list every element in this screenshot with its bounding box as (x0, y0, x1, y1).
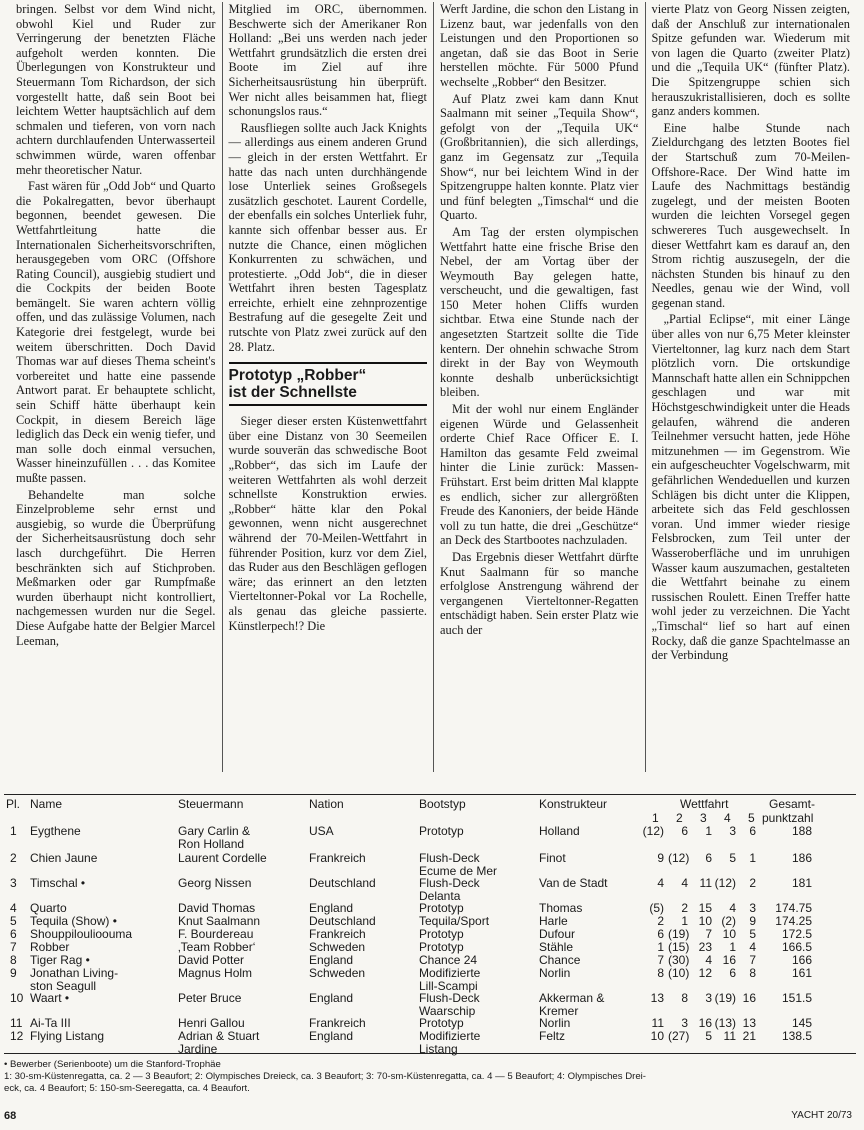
paragraph: bringen. Selbst vor dem Wind nicht, obwohl Kiel und Ruder zur Verringerung der benetzten Fläche aufgeholt werden konnten. Die Überlegungen von Konstrukteur und Steuermann Tom Richardson, der sich vorgestellt hatte, daß sein Boot bei leichtem Wetter hauptsächlich auf dem schmalen und tieferen, von vorn nach achtern durchlaufenden Unterwasserteil schwimmen würde, waren offenbar mehr theoretischer Natur. (16, 2, 216, 177)
column-4 (645, 2, 857, 772)
cell-st: Gary Carlin & Ron Holland (178, 824, 251, 851)
cell-st: ‚Team Robber‘ (178, 940, 256, 954)
cell-pl: 4 (10, 901, 17, 915)
cell-kon: Stähle (539, 940, 574, 954)
cell-w5: 2 (749, 876, 756, 890)
cell-kon: Finot (539, 851, 566, 865)
cell-tot: 138.5 (781, 1029, 812, 1043)
table-row (4, 992, 856, 1017)
cell-tot: 166.5 (781, 940, 812, 954)
header-w5: 5 (748, 811, 755, 825)
cell-w4: (19) (714, 991, 736, 1005)
cell-st: Laurent Cordelle (178, 851, 267, 865)
paragraph: Werft Jardine, die schon den Listang in Lizenz baut, war jedenfalls von den Leistungen und den Proportionen so angetan, daß sie das Boot in Serie herstellen möchte. Für 5000 Pfund wechselte „Robber“ den Besitzer. (440, 2, 639, 89)
cell-pl: 6 (10, 927, 17, 941)
cell-pl: 1 (10, 824, 17, 838)
cell-pl: 9 (10, 966, 17, 980)
cell-w4: (12) (714, 876, 736, 890)
header-w4: 4 (724, 811, 731, 825)
cell-w2: (19) (668, 927, 690, 941)
cell-w2: 3 (681, 1016, 688, 1030)
cell-name: Tequila (Show) • (30, 914, 117, 928)
cell-kon: Chance (539, 953, 581, 967)
paragraph: Fast wären für „Odd Job“ und Quarto die Pokalregatten, bevor überhaupt begonnen, beendet gewesen. Die Wettfahrtleitung hatte die Internationalen Sicherheitsvorschriften, herausgegeben vom ORC (Offshore Rating Council), ausgiebig studiert und die Cockpits der beiden Boote bemängelt. Sie waren achtern völlig offen, und das zulässige Volumen, nach Kategorie drei festgelegt, wurde bei weitem überschritten. Doch David Thomas war auf dieses Thema scheint's vorbereitet und hatte eine passende Antwort parat. Er behauptete schlicht, sein Schiff hätte überhaupt kein Cockpit, in diesem Bereich läge lediglich das Deck ein wenig tiefer, und man solle doch einmal versuchen, Wasser hineinzufüllen . . . das Komitee mußte passen. (16, 179, 216, 485)
column-2 (222, 2, 434, 772)
cell-type: Modifizierte Listang (419, 1029, 481, 1056)
cell-nat: Schweden (309, 940, 366, 954)
cell-name: Waart • (30, 991, 70, 1005)
results-table (4, 794, 856, 1055)
footnote-races: 1: 30-sm-Küstenregatta, ca. 2 — 3 Beaufort; 2: Olympisches Dreieck, ca. 3 Beaufort; 3: 70-sm-Küstenregatta, ca. 4 — 5 Beaufort; 4: Olympisches Drei- (4, 1071, 646, 1082)
header-w3: 3 (700, 811, 707, 825)
footnote-races-cont: eck, ca. 4 Beaufort; 5: 150-sm-Seeregatta, ca. 4 Beaufort. (4, 1083, 250, 1094)
cell-kon: Van de Stadt (539, 876, 608, 890)
cell-w3: 10 (698, 914, 712, 928)
cell-st: David Potter (178, 953, 245, 967)
table-row (4, 852, 856, 877)
cell-tot: 174.75 (775, 901, 812, 915)
cell-type: Prototyp (419, 940, 464, 954)
cell-name: Jonathan Living- ston Seagull (30, 966, 119, 993)
cell-pl: 5 (10, 914, 17, 928)
cell-kon: Thomas (539, 901, 583, 915)
table-row (4, 825, 856, 852)
cell-name: Timschal • (30, 876, 86, 890)
cell-pl: 12 (10, 1029, 24, 1043)
cell-kon: Norlin (539, 966, 571, 980)
cell-kon: Akkerman & Kremer (539, 991, 605, 1018)
paragraph: Mit der wohl nur einem Engländer eigenen Würde und Gelassenheit orderte Chief Race Officer E. I. Hamilton das gesamte Feld zweimal hinter die Linie zurück: Massen-Frühstart. Erst beim dritten Mal klappte es endlich, sicher zur allergrößten Freude des Kanoniers, der beide Hände voll zu tun hatte, die drei „Geschütze“ an Deck des Startbootes nachzuladen. (440, 402, 639, 548)
cell-w1: 1 (657, 940, 664, 954)
cell-type: Flush-Deck Ecume de Mer (419, 851, 498, 878)
cell-w3: 7 (705, 927, 712, 941)
cell-w1: 7 (657, 953, 664, 967)
cell-st: Magnus Holm (178, 966, 253, 980)
paragraph: vierte Platz von Georg Nissen zeigten, daß der Anschluß zur internationalen Spitze gefunden war. Wiederum mit von lagen die Quarto (zweiter Platz) und die „Tequila UK“ (fünfter Platz). Die Spitzengruppe schien sich herauszukristallisieren, doch es sollte ganz anders kommen. (651, 2, 850, 119)
cell-pl: 3 (10, 876, 17, 890)
cell-st: Peter Bruce (178, 991, 242, 1005)
cell-w2: 6 (681, 824, 688, 838)
cell-w5: 9 (749, 914, 756, 928)
cell-st: Henri Gallou (178, 1016, 245, 1030)
cell-kon: Harle (539, 914, 568, 928)
cell-nat: Frankreich (309, 851, 366, 865)
cell-tot: 181 (791, 876, 812, 890)
cell-w3: 16 (698, 1016, 712, 1030)
table-body (4, 825, 856, 1055)
cell-w2: (15) (668, 940, 690, 954)
header-gesamt: Gesamt- (769, 797, 816, 811)
cell-w5: 16 (742, 991, 756, 1005)
cell-w1: 8 (657, 966, 664, 980)
column-3 (433, 2, 645, 772)
paragraph: Behandelte man solche Einzelprobleme sehr ernst und ausgiebig, so wurde die Überprüfung der Sicherheitsausrüstung doch sehr lasch durchgeführt. Die Herren beschränkten sich auf Stichproben. Meßmarken oder gar Rumpfmaße wurden überhaupt nicht kontrolliert, nachgemessen wurden nur die Segel. Diese Aufgabe hatte der Belgier Marcel Leeman, (16, 487, 216, 648)
cell-type: Prototyp (419, 927, 464, 941)
cell-w1: 10 (650, 1029, 664, 1043)
cell-nat: Frankreich (309, 927, 366, 941)
cell-w3: 6 (705, 851, 712, 865)
paragraph: Sieger dieser ersten Küstenwettfahrt über eine Distanz von 30 Seemeilen wurde souverän das schwedische Boot „Robber“, das sich im Laufe der weiteren Wettfahrten als wohl derzeit schnellste Konstruktion erwies. „Robber“ hätte klar den Pokal gewonnen, wenn nicht ausgerechnet während der 70-Meilen-Wettfahrt in führender Position, kurz vor dem Ziel, das Ruder aus den Beschlägen geflogen wäre; das erinnert an den letzten Vierteltonner-Pokal vor La Rochelle, als genau das gleiche passierte. Künstlerpech!? Die (228, 414, 427, 633)
table-row (4, 967, 856, 992)
cell-w2: 1 (681, 914, 688, 928)
cell-tot: 186 (791, 851, 812, 865)
cell-name: Eygthene (30, 824, 81, 838)
cell-nat: England (309, 901, 354, 915)
cell-pl: 11 (10, 1016, 23, 1030)
cell-kon: Norlin (539, 1016, 571, 1030)
cell-type: Chance 24 (419, 953, 478, 967)
magazine-issue: YACHT 20/73 (791, 1110, 852, 1121)
cell-name: Quarto (30, 901, 67, 915)
subheading-line-1: Prototyp „Robber“ (228, 367, 367, 385)
cell-w5: 6 (749, 824, 756, 838)
cell-kon: Dufour (539, 927, 576, 941)
cell-w5: 8 (749, 966, 756, 980)
cell-type: Prototyp (419, 901, 464, 915)
cell-w3: 5 (705, 1029, 712, 1043)
cell-nat: Deutschland (309, 876, 376, 890)
cell-nat: England (309, 991, 354, 1005)
header-nation: Nation (309, 797, 344, 811)
cell-w3: 4 (705, 953, 712, 967)
column-1 (10, 2, 222, 772)
cell-type: Flush-Deck Delanta (419, 876, 480, 903)
cell-w3: 15 (698, 901, 712, 915)
header-bootstyp: Bootstyp (419, 797, 466, 811)
cell-w4: (13) (714, 1016, 736, 1030)
paragraph: Rausfliegen sollte auch Jack Knights — allerdings aus einem anderen Grund — gleich in der ersten Wettfahrt. Er hatte das nach unten durchhängende lose Unterliek seines Großsegels zusätzlich geschotet. Laurent Cordelle, der ebenfalls ein solches Unterliek fuhr, kannte sich offenbar besser aus. Er nutzte die Chance, einen möglichen Konkurrenten zu schwächen, und protestierte. „Odd Job“, die in dieser Wettfahrt ihren besten Tagesplatz erreichte, erhielt eine zehnprozentige Bestrafung auf die gesegelte Zeit und rutschte von Platz zwei zurück auf den 28. Platz. (228, 120, 427, 354)
header-wettfahrt: Wettfahrt (680, 797, 729, 811)
cell-w2: 8 (681, 991, 688, 1005)
cell-nat: England (309, 1029, 354, 1043)
subheading (229, 362, 428, 406)
table-header (4, 795, 856, 825)
cell-w4: 5 (729, 851, 736, 865)
cell-w3: 23 (698, 940, 712, 954)
cell-type: Modifizierte Lill-Scampi (419, 966, 481, 993)
cell-w1: 13 (650, 991, 664, 1005)
cell-w4: 11 (723, 1029, 736, 1043)
cell-w2: 2 (681, 901, 688, 915)
cell-pl: 7 (10, 940, 17, 954)
article-body (10, 2, 856, 772)
cell-w5: 5 (749, 927, 756, 941)
cell-w1: (5) (649, 901, 664, 915)
cell-kon: Holland (539, 824, 580, 838)
cell-w1: 9 (657, 851, 664, 865)
cell-nat: Schweden (309, 966, 366, 980)
cell-w5: 4 (749, 940, 756, 954)
cell-type: Tequila/Sport (419, 914, 490, 928)
cell-w1: 4 (657, 876, 664, 890)
cell-tot: 151.5 (781, 991, 812, 1005)
cell-nat: Deutschland (309, 914, 376, 928)
cell-name: Flying Listang (30, 1029, 105, 1043)
cell-nat: England (309, 953, 354, 967)
cell-w3: 11 (699, 876, 712, 890)
cell-type: Prototyp (419, 1016, 464, 1030)
cell-tot: 166 (791, 953, 812, 967)
cell-w1: 2 (657, 914, 664, 928)
table-row (4, 1030, 856, 1055)
footnote-legend: • Bewerber (Serienboote) um die Stanford-Trophäe (4, 1059, 221, 1070)
cell-kon: Feltz (539, 1029, 566, 1043)
cell-w2: (27) (668, 1029, 690, 1043)
cell-tot: 174.25 (775, 914, 812, 928)
cell-st: Adrian & Stuart Jardine (178, 1029, 260, 1056)
subheading-line-2: ist der Schnellste (228, 384, 357, 402)
cell-w4: (2) (721, 914, 736, 928)
cell-tot: 172.5 (781, 927, 812, 941)
cell-nat: Frankreich (309, 1016, 366, 1030)
cell-st: F. Bourdereau (178, 927, 254, 941)
cell-name: Shouppiloulioouma (30, 927, 133, 941)
header-steuermann: Steuermann (178, 797, 244, 811)
cell-w4: 6 (729, 966, 736, 980)
cell-w3: 1 (705, 824, 712, 838)
cell-w3: 3 (705, 991, 712, 1005)
cell-w4: 4 (729, 901, 736, 915)
header-w2: 2 (676, 811, 683, 825)
cell-tot: 145 (791, 1016, 812, 1030)
header-pl: Pl. (6, 797, 21, 811)
cell-w2: (30) (668, 953, 690, 967)
cell-w5: 7 (749, 953, 756, 967)
paragraph: „Partial Eclipse“, mit einer Länge über alles von nur 6,75 Meter kleinster Vierteltonner, lag kurz nach dem Start plötzlich vorn. Die ortskundige Mannschaft hatte allen ein Schnippchen geschlagen und war mit Höchstgeschwindigkeit unter die Heads gelaufen, während die anderen Teilnehmer versucht hatten, jede Höhe mitzunehmen — im Gegenstrom. Wie ein aufgescheuchter Vogelschwarm, mit gefährlichen Wendeduellen und kurzen Schlägen bis dicht unter die Klippen, arbeitete sich das Feld geschlossen voran. Und immer wieder riesige Felsbrocken, zum Teil unter der Wasseroberfläche und im unruhigen Wasser kaum auszumachen, gestalteten die Wettfahrt beinahe zu einem russischen Roulett. Einen Treffer hatte wohl jeder zu verzeichnen. Die Yacht „Timschal“ lief so hart auf einen Rocky, daß die ganze Spachtelmasse an der Verbindung (651, 312, 850, 663)
cell-name: Ai-Ta III (30, 1016, 71, 1030)
cell-pl: 2 (10, 851, 17, 865)
cell-w2: (12) (668, 851, 690, 865)
cell-w4: 16 (722, 953, 736, 967)
cell-w3: 12 (698, 966, 712, 980)
cell-w4: 1 (729, 940, 736, 954)
paragraph: Mitglied im ORC, übernommen. Beschwerte sich der Amerikaner Ron Holland: „Bei uns werden nach jeder Wettfahrt grundsätzlich die ersten drei Boote im Ziel auf ihre Sicherheitsausrüstung hin überprüft. Wer nicht alles beisammen hat, fliegt schonungslos raus.“ (228, 2, 427, 119)
cell-w2: (10) (668, 966, 690, 980)
cell-pl: 10 (10, 991, 24, 1005)
cell-st: Georg Nissen (178, 876, 252, 890)
cell-name: Chien Jaune (30, 851, 98, 865)
cell-w4: 10 (722, 927, 736, 941)
cell-nat: USA (309, 824, 334, 838)
cell-tot: 188 (791, 824, 812, 838)
header-konstrukteur: Konstrukteur (539, 797, 608, 811)
cell-type: Prototyp (419, 824, 464, 838)
cell-w5: 1 (749, 851, 756, 865)
paragraph: Am Tag der ersten olympischen Wettfahrt hatte eine frische Brise den Nebel, der am Vortag über der Weymouth Bay gelegen hatte, verscheucht, und die gewaltigen, fast 150 Meter hohen Cliffs wurden sichtbar. Etwa eine Stunde nach der angesetzten Startzeit sollte die Tide kentern. Der ohnehin schwache Strom direkt in der Bay von Weymouth konnte deshalb unberücksichtigt bleiben. (440, 224, 639, 400)
paragraph: Das Ergebnis dieser Wettfahrt dürfte Knut Saalmann für so manche erfolglose Anstrengung während der vergangenen Vierteltonner-Regatten entschädigt haben. Sein erster Platz wie auch der (440, 549, 639, 637)
cell-w1: 6 (657, 927, 664, 941)
page-number: 68 (4, 1110, 17, 1122)
cell-w5: 13 (742, 1016, 756, 1030)
paragraph: Auf Platz zwei kam dann Knut Saalmann mit seiner „Tequila Show“, gefolgt von der „Tequila UK“ (Großbritannien), die sich allerdings, ganz im Gegensatz zur „Tequila Show“, nur bei leichtem Wind in der Spitzengruppe halten konnte. Platz vier und fünf belegten „Timschal“ und die Quarto. (440, 91, 639, 223)
cell-w1: (12) (642, 824, 664, 838)
header-name: Name (30, 797, 63, 811)
paragraph: Eine halbe Stunde nach Zieldurchgang des letzten Bootes fiel der Startschuß zum 70-Meilen-Offshore-Race. Der Wind hatte im Laufe des Nachmittags beständig zugelegt, und der meisten Booten wurden die leichten Vorsegel gegen schwereres Tuch ausgewechselt. In dieser Wettfahrt kam es darauf an, den Strom richtig auszusegeln, der die nächsten Stunden bis hinauf zu den Needles, genau wie der Wind, voll gegenan stand. (651, 120, 850, 310)
cell-type: Flush-Deck Waarschip (419, 991, 480, 1018)
cell-w2: 4 (681, 876, 688, 890)
cell-name: Robber (30, 940, 70, 954)
table-row (4, 877, 856, 902)
cell-st: Knut Saalmann (178, 914, 261, 928)
cell-st: David Thomas (178, 901, 256, 915)
header-punktzahl: punktzahl (762, 811, 814, 825)
header-w1: 1 (652, 811, 659, 825)
cell-w1: 11 (651, 1016, 664, 1030)
cell-w5: 3 (749, 901, 756, 915)
cell-name: Tiger Rag • (30, 953, 90, 967)
cell-tot: 161 (791, 966, 812, 980)
cell-w4: 3 (729, 824, 736, 838)
footnotes (4, 1053, 856, 1095)
cell-w5: 21 (742, 1029, 756, 1043)
cell-pl: 8 (10, 953, 17, 967)
